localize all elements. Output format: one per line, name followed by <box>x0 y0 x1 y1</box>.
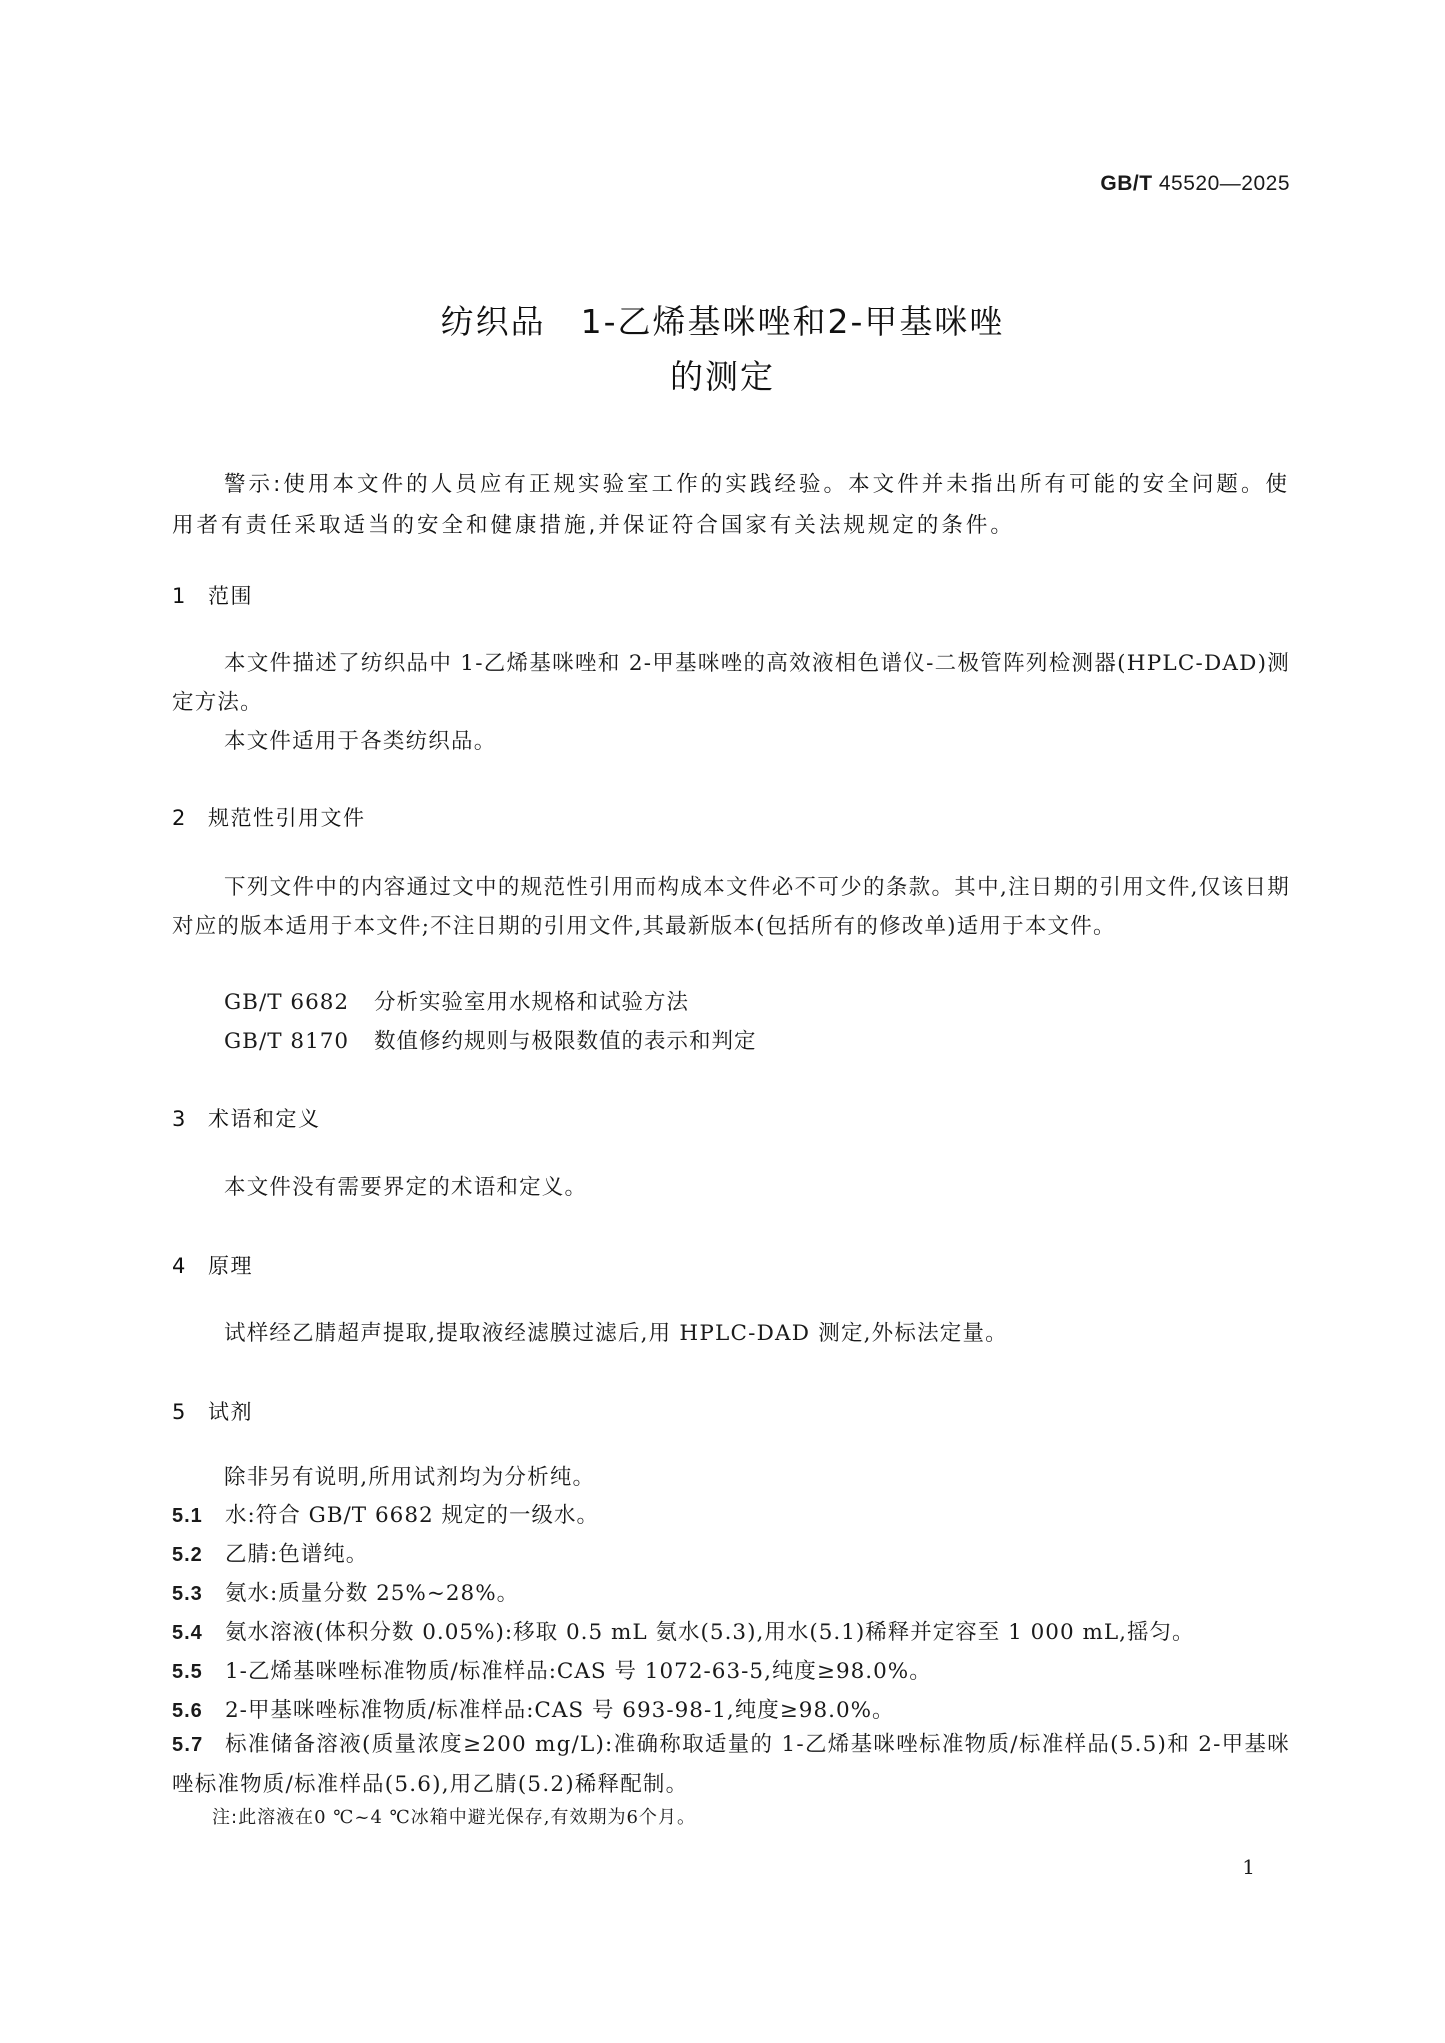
reagent-text: 2-甲基咪唑标准物质/标准样品:CAS 号 693-98-1,纯度≥98.0%。 <box>225 1698 895 1723</box>
note-label: 注: <box>212 1807 239 1828</box>
references-paragraph: 下列文件中的内容通过文中的规范性引用而构成本文件必不可少的条款。其中,注日期的引用文件,仅该日期对应的版本适用于本文件;不注日期的引用文件,其最新版本(包括所有的修改单)适用于本文件。 <box>172 875 1290 939</box>
section-number: 3 <box>172 1107 187 1131</box>
reagent-text: 水:符合 GB/T 6682 规定的一级水。 <box>225 1503 600 1528</box>
terms-paragraph: 本文件没有需要界定的术语和定义。 <box>224 1175 588 1200</box>
section-heading-scope <box>172 580 253 610</box>
note-text: 此溶液在0 ℃~4 ℃冰箱中避光保存,有效期为6个月。 <box>238 1807 696 1828</box>
section-title: 术语和定义 <box>208 1107 321 1131</box>
reagent-item <box>172 1654 932 1685</box>
section-title: 原理 <box>208 1254 253 1278</box>
reagent-item <box>172 1498 599 1529</box>
reagent-item <box>172 1725 1290 1804</box>
section-number: 1 <box>172 584 187 608</box>
section-heading-reagents <box>172 1396 253 1426</box>
warning-paragraph: 警示:使用本文件的人员应有正规实验室工作的实践经验。本文件并未指出所有可能的安全问题。使用者有责任采取适当的安全和健康措施,并保证符合国家有关法规规定的条件。 <box>172 472 1290 538</box>
reference-title: 分析实验室用水规格和试验方法 <box>374 990 690 1015</box>
section-title: 范围 <box>208 584 253 608</box>
reference-code: GB/T 6682 <box>224 990 350 1015</box>
section-heading-normative-references <box>172 802 366 832</box>
reagent-number: 5.6 <box>172 1700 203 1722</box>
document-title-line1: 纺织品 1-乙烯基咪唑和2-甲基咪唑 <box>440 302 1005 341</box>
section-title: 试剂 <box>208 1400 253 1424</box>
reagents-intro: 除非另有说明,所用试剂均为分析纯。 <box>224 1465 596 1490</box>
reference-title: 数值修约规则与极限数值的表示和判定 <box>374 1029 757 1054</box>
reference-item <box>224 1024 757 1055</box>
section-heading-terms <box>172 1103 321 1133</box>
reference-code: GB/T 8170 <box>224 1029 350 1054</box>
reagent-item <box>172 1615 1195 1646</box>
reagent-number: 5.3 <box>172 1583 203 1605</box>
reagent-number: 5.4 <box>172 1622 203 1644</box>
section-number: 2 <box>172 806 187 830</box>
scope-paragraph-1: 本文件描述了纺织品中 1-乙烯基咪唑和 2-甲基咪唑的高效液相色谱仪-二极管阵列检测器(HPLC-DAD)测定方法。 <box>172 651 1290 715</box>
reagent-text: 氨水:质量分数 25%~28%。 <box>225 1581 520 1606</box>
reagent-item <box>172 1576 519 1607</box>
section-number: 5 <box>172 1400 187 1424</box>
document-title-line2: 的测定 <box>670 357 775 396</box>
section-heading-principle <box>172 1250 253 1280</box>
page-number: 1 <box>1242 1855 1255 1879</box>
reagent-item <box>172 1693 895 1724</box>
principle-paragraph: 试样经乙腈超声提取,提取液经滤膜过滤后,用 HPLC-DAD 测定,外标法定量。 <box>224 1321 1008 1346</box>
note <box>212 1803 696 1829</box>
standard-code <box>1100 172 1290 196</box>
reagent-number: 5.1 <box>172 1505 203 1527</box>
section-title: 规范性引用文件 <box>208 806 366 830</box>
reference-item <box>224 985 689 1016</box>
reagent-text: 乙腈:色谱纯。 <box>225 1542 369 1567</box>
standard-prefix: GB/T <box>1100 172 1153 195</box>
reagent-item <box>172 1537 368 1568</box>
section-number: 4 <box>172 1254 187 1278</box>
reagent-text: 氨水溶液(体积分数 0.05%):移取 0.5 mL 氨水(5.3),用水(5.1)稀释并定容至 1 000 mL,摇匀。 <box>225 1620 1195 1645</box>
scope-paragraph-2: 本文件适用于各类纺织品。 <box>224 729 497 754</box>
reagent-number: 5.7 <box>172 1734 204 1756</box>
standard-number: 45520—2025 <box>1152 172 1290 195</box>
reagent-number: 5.5 <box>172 1661 203 1683</box>
reagent-number: 5.2 <box>172 1544 203 1566</box>
reagent-text: 1-乙烯基咪唑标准物质/标准样品:CAS 号 1072-63-5,纯度≥98.0%。 <box>225 1659 932 1684</box>
reagent-text: 标准储备溶液(质量浓度≥200 mg/L):准确称取适量的 1-乙烯基咪唑标准物质/标准样品(5.5)和 2-甲基咪唑标准物质/标准样品(5.6),用乙腈(5.2)稀释配制。 <box>172 1732 1290 1797</box>
